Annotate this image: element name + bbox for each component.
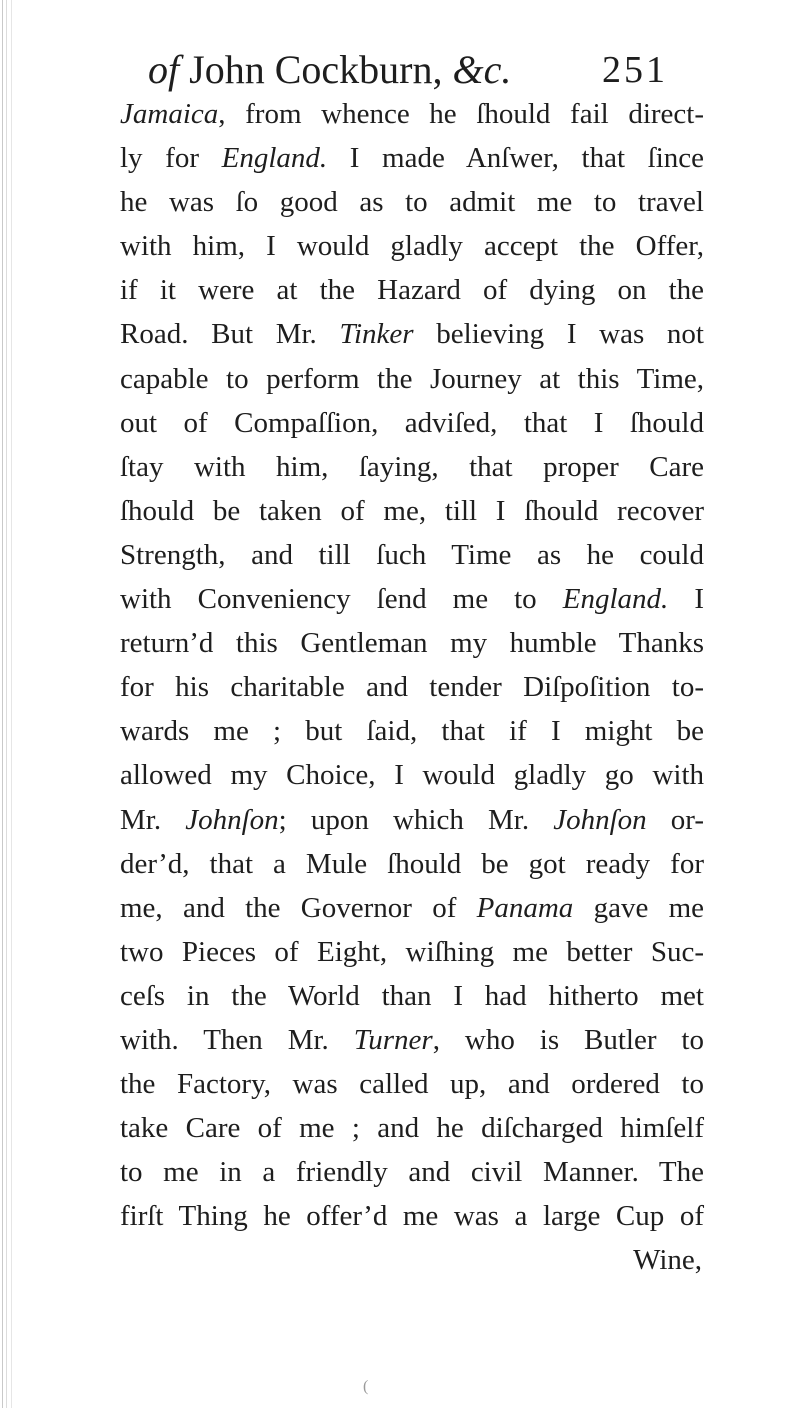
italic-phrase: Jamaica <box>120 98 219 130</box>
text-run: with Conveniency ſend me to <box>120 583 563 616</box>
text-run: out of Compaſſion, adviſed, that I ſhould <box>120 406 704 439</box>
running-head-of: of <box>148 47 180 92</box>
text-run: me, and the Governor of <box>120 891 477 924</box>
text-line <box>120 1018 704 1062</box>
page-edge-line <box>11 0 12 1408</box>
italic-phrase: Johnſon <box>185 803 279 836</box>
text-run: for his charitable and tender Diſpoſition to- <box>120 671 704 704</box>
text-run: he was ſo good as to admit me to travel <box>120 186 704 219</box>
text-run: two Pieces of Eight, wiſhing me better Suc- <box>120 935 704 968</box>
text-run: with him, I would gladly accept the Offer, <box>120 230 704 263</box>
italic-phrase: Turner <box>353 1023 433 1056</box>
text-line <box>120 753 704 797</box>
text-run: ſhould be taken of me, till I ſhould recover <box>120 494 704 527</box>
text-line <box>120 136 704 180</box>
text-line <box>120 489 704 533</box>
text-run: take Care of me ; and he diſcharged himſelf <box>120 1112 704 1145</box>
text-line <box>120 930 704 974</box>
text-run: ceſs in the World than I had hitherto met <box>120 979 704 1012</box>
page-edge-line <box>2 0 3 1408</box>
text-run: ly for <box>120 142 222 175</box>
text-run: with. Then Mr. <box>120 1023 354 1056</box>
running-head <box>148 42 668 98</box>
text-run: believing I was not <box>413 318 704 351</box>
text-run: I made Anſwer, that ſince <box>327 142 704 175</box>
text-line <box>120 92 704 136</box>
text-run: Road. But Mr. <box>120 318 340 351</box>
body-text <box>120 92 704 1283</box>
text-line <box>120 1150 704 1194</box>
text-run: der’d, that a Mule ſhould be got ready for <box>120 847 704 880</box>
text-run: Mr. <box>120 803 186 836</box>
text-line <box>120 798 704 842</box>
text-line <box>120 268 704 312</box>
text-line <box>120 1194 704 1238</box>
text-run: wards me ; but ſaid, that if I might be <box>120 715 704 748</box>
text-line <box>120 533 704 577</box>
page-edge-line <box>6 0 7 1408</box>
text-line <box>120 577 704 621</box>
text-line <box>120 842 704 886</box>
text-line <box>120 621 704 665</box>
text-run: capable to perform the Journey at this Time, <box>120 362 704 395</box>
text-run: , who is Butler to <box>432 1023 704 1056</box>
text-run: gave me <box>573 891 705 924</box>
text-line <box>120 312 704 356</box>
catchword: Wine, <box>633 1244 702 1277</box>
text-run: firſt Thing he offer’d me was a large Cup of <box>120 1200 704 1233</box>
text-run: , from whence he ſhould fail direct- <box>218 98 704 130</box>
text-line <box>120 401 704 445</box>
text-run: or- <box>646 803 705 836</box>
italic-phrase: Panama <box>476 891 574 924</box>
stray-mark: ( <box>363 1378 369 1395</box>
italic-phrase: England. <box>562 583 669 616</box>
text-line <box>120 180 704 224</box>
text-run: return’d this Gentleman my humble Thanks <box>120 627 704 660</box>
text-run: the Factory, was called up, and ordered to <box>120 1068 704 1101</box>
text-run: if it were at the Hazard of dying on the <box>120 274 704 307</box>
text-run: allowed my Choice, I would gladly go with <box>120 759 704 792</box>
text-line <box>120 1106 704 1150</box>
text-line <box>120 357 704 401</box>
text-run: I <box>668 583 704 616</box>
text-line <box>120 224 704 268</box>
text-run: ſtay with him, ſaying, that proper Care <box>120 450 704 483</box>
text-line <box>120 886 704 930</box>
italic-phrase: Johnſon <box>553 803 647 836</box>
running-head-etc: &c. <box>452 47 512 92</box>
text-line <box>120 1062 704 1106</box>
text-line <box>120 445 704 489</box>
italic-phrase: Tinker <box>339 318 414 351</box>
text-run: ; upon which Mr. <box>278 803 554 836</box>
page-number: 251 <box>602 49 668 91</box>
text-run: Strength, and till ſuch Time as he could <box>120 538 704 571</box>
italic-phrase: England. <box>221 142 328 175</box>
running-head-name: John Cockburn, <box>189 47 443 92</box>
text-line <box>120 974 704 1018</box>
text-line <box>120 709 704 753</box>
text-run: to me in a friendly and civil Manner. The <box>120 1156 704 1189</box>
text-line <box>120 665 704 709</box>
